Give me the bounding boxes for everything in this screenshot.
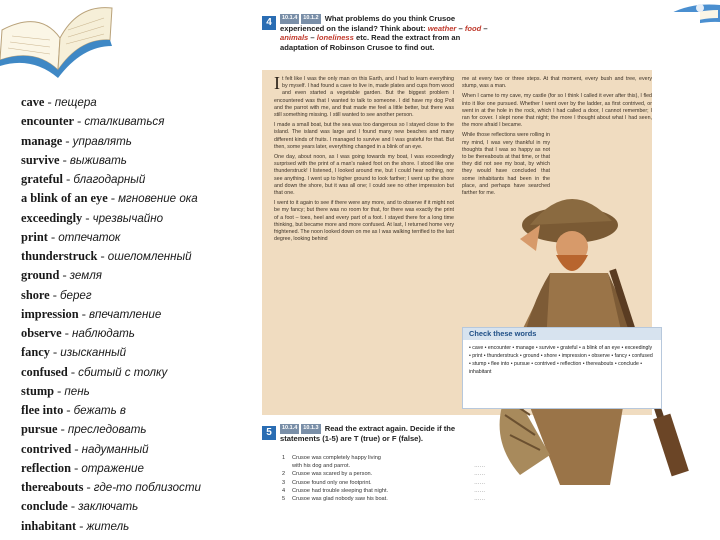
answer-blank[interactable]: …… [474, 471, 486, 478]
drop-cap: I [274, 73, 280, 93]
vocab-row [21, 286, 253, 305]
vocab-dash: - [97, 249, 108, 263]
statement-number: 1 [282, 455, 286, 461]
extract-paragraph: When I came to my cave, my castle (for so I think I called it ever after this), I fled into it like one pursued. Whether I went over by the ladder, as first contrived, or went in at the hole in the rock, which I had called a door, I cannot remember; I ran for cover. I slept none that night; the more I thought about what I had seen, the more afraid I became. [462, 93, 652, 129]
vocab-row [21, 401, 253, 420]
vocab-english: shore [21, 287, 50, 302]
check-box-title: Check these words [463, 328, 661, 340]
vocab-row [21, 517, 253, 536]
vocab-russian: впечатление [88, 307, 162, 321]
statement-number: 2 [282, 471, 286, 478]
extract-paragraph: me at every two or three steps. At that moment, every bush and tree, every stump, was a man. [462, 76, 652, 90]
vocab-russian: выживать [69, 153, 127, 167]
vocab-russian: пещера [54, 96, 97, 109]
extract-paragraph: One day, about noon, as I was going towards my boat, I was exceedingly surprised with the print of a man's naked foot on the shore. I stood like one thunderstruck! I listened, I looked around me, but I could hear nothing, nor see anything. I went up to higher ground to look farther; I went up the shore and down the shore, but it was all one; I could see no other impression but that one. [274, 154, 454, 197]
vocab-english: thereabouts [21, 480, 84, 494]
vocab-dash: - [83, 480, 94, 494]
vocab-row [21, 170, 253, 189]
vocab-russian: изысканный [60, 346, 127, 360]
exercise-5-number: 5 [262, 426, 276, 440]
vocab-row [21, 459, 253, 478]
statement-number: 3 [282, 479, 286, 486]
keyword-food: food [464, 23, 482, 33]
vocab-dash: - [110, 191, 119, 206]
vocab-russian: заключать [78, 500, 139, 514]
vocab-english: confused [21, 364, 68, 379]
vocab-russian: сбитый с толку [78, 365, 168, 379]
question-text: statements (1-5) are T (true) or F (false). [280, 433, 424, 443]
check-these-words-box [462, 327, 662, 409]
vocab-dash: - [61, 326, 72, 340]
vocab-english: manage [21, 133, 63, 148]
answer-blank[interactable]: …… [474, 496, 486, 503]
page-margin [700, 25, 720, 540]
vocab-dash: - [59, 152, 70, 167]
extract-paragraph: While those reflections were rolling in my mind, I was very thankful in my thoughts that I was so happy as not to be thereabouts at that time, or that they did not see my boat, by which they would have concluded that some inhabitants had been in the place, and perhaps have searched farther for me. [462, 132, 550, 197]
vocab-english: conclude [21, 499, 68, 514]
statement-text: Crusoe found only one footprint. [292, 479, 372, 486]
statement-row [282, 487, 502, 495]
vocab-dash: - [62, 268, 70, 283]
vocab-russian: бежать в [73, 404, 126, 417]
vocab-dash: - [74, 114, 85, 129]
statement-text: Crusoe had trouble sleeping that night. [292, 487, 389, 494]
vocab-row [21, 324, 253, 343]
vocab-english: thunderstruck [21, 249, 98, 263]
statement-row [282, 479, 502, 487]
extract-column-1 [274, 73, 454, 246]
vocab-row [21, 112, 253, 131]
keyword-weather: weather [427, 23, 457, 33]
vocab-russian: где-то поблизости [93, 481, 201, 494]
vocab-english: inhabitant [21, 518, 77, 533]
vocabulary-list [21, 93, 253, 536]
keyword-loneliness: loneliness [316, 33, 354, 43]
vocab-row [21, 93, 253, 112]
vocab-russian: управлять [72, 134, 132, 148]
true-false-statements [282, 454, 502, 503]
statement-row [282, 454, 502, 470]
vocab-russian: пень [64, 384, 90, 398]
vocab-dash: - [71, 441, 82, 456]
vocab-row [21, 151, 253, 170]
exercise-4-question: What problems do you think Crusoe [324, 14, 456, 23]
vocab-russian: земля [69, 269, 102, 283]
vocab-dash: - [47, 229, 59, 244]
vocab-english: contrived [21, 441, 72, 456]
vocab-dash: - [76, 518, 87, 533]
skill-tag: 10.1.4 [280, 424, 299, 433]
vocab-russian: сталкиваться [84, 115, 165, 129]
skill-tag: 10.1.3 [301, 424, 320, 433]
keyword-animals: animals [280, 33, 309, 43]
extract-paragraph: I made a small boat, but the sea was too dangerous so I stayed close to the island. The island was large and I found many new beaches and many different kinds of fruits. I managed to survive and I was grateful for that. But then, some years later, everything changed in a blink of an eye. [274, 122, 454, 150]
vocab-russian: ошеломленный [107, 250, 192, 263]
answer-blank[interactable]: …… [474, 463, 486, 469]
vocab-english: grateful [21, 172, 63, 186]
vocab-row [21, 420, 253, 439]
vocab-dash: - [62, 133, 73, 148]
vocab-russian: отражение [81, 461, 144, 475]
vocab-row [21, 497, 253, 516]
vocab-russian: благодарный [73, 173, 146, 186]
vocab-row [21, 266, 253, 285]
vocab-dash: - [57, 422, 68, 437]
vocab-russian: надуманный [81, 442, 149, 456]
vocab-russian: чрезвычайно [92, 211, 164, 225]
open-book-illustration [0, 0, 115, 78]
statement-text: Crusoe was completely happy living [292, 455, 381, 461]
exercise-4-number: 4 [262, 16, 276, 30]
vocab-row [21, 382, 253, 401]
statement-row [282, 495, 502, 503]
vocab-russian: преследовать [67, 423, 147, 437]
vocab-english: survive [21, 152, 60, 167]
vocab-english: fancy [21, 345, 50, 360]
vocab-english: cave [21, 95, 45, 109]
vocab-english: ground [21, 268, 63, 283]
vocab-row [21, 343, 253, 362]
vocab-russian: наблюдать [71, 327, 135, 340]
vocab-english: stump [21, 383, 55, 398]
vocab-dash: - [67, 499, 79, 514]
vocab-row [21, 305, 253, 324]
statement-text: Crusoe was glad nobody saw his boat. [292, 496, 388, 503]
vocab-english: pursue [21, 422, 58, 437]
vocab-russian: мгновение ока [118, 192, 198, 206]
vocab-english: encounter [21, 114, 74, 129]
vocab-row [21, 132, 253, 151]
vocab-english: print [21, 229, 48, 244]
vocab-dash: - [62, 172, 74, 186]
vocab-row [21, 189, 253, 208]
robinson-crusoe-illustration [490, 155, 705, 495]
question-text: experienced on the island? Think about: [280, 23, 428, 33]
vocab-english: exceedingly [21, 210, 83, 225]
question-text: etc. Read the extract from an [353, 33, 461, 43]
vocab-russian: житель [86, 519, 130, 533]
vocab-dash: - [63, 403, 74, 417]
vocab-dash: - [71, 460, 82, 475]
exercise-4-header: 4 10.1.4 10.1.2 What problems do you think Crusoe experienced on the island? Think about: weather – food – animals – loneliness etc. Read the extract from an adaptation of Robinson Crusoe to find out. [262, 14, 702, 70]
skill-tag: 10.1.2 [301, 14, 320, 23]
statement-row [282, 470, 502, 478]
statement-number: 5 [282, 496, 286, 503]
vocab-dash: - [49, 345, 61, 360]
vocab-russian: берег [60, 288, 92, 302]
vocab-row [21, 440, 253, 459]
vocab-english: a blink of an eye [21, 191, 111, 206]
vocab-english: flee into [21, 403, 64, 417]
statement-text: with his dog and parrot. [292, 463, 351, 470]
skill-tag: 10.1.4 [280, 14, 299, 23]
check-box-words: • cave • encounter • manage • survive • grateful • a blink of an eye • exceedingly • print • thunderstruck • ground • shore • impression • observe • fancy • confused • stump • flee into • pursue • contrived • reflection • thereabouts • conclude • inhabitant [469, 345, 653, 375]
answer-blank[interactable]: …… [474, 487, 486, 494]
vocab-russian: отпечаток [58, 230, 121, 244]
vocab-row [21, 228, 253, 247]
exercise-5-header [262, 424, 512, 452]
vocab-row [21, 209, 253, 228]
vocab-english: reflection [21, 460, 71, 475]
vocab-dash: - [54, 383, 65, 398]
question-text: Read the extract again. Decide if the [324, 424, 456, 433]
vocab-english: impression [21, 306, 79, 321]
statement-text: Crusoe was scared by a person. [292, 471, 373, 478]
vocab-dash: - [67, 364, 79, 379]
statement-number: 4 [282, 487, 286, 494]
vocab-dash: - [82, 210, 93, 225]
extract-paragraph: I went to it again to see if there were any more, and to observe if it might not be my fancy; but there was no room for that, for there was exactly the print of a foot – toes, heel and every part of a foot. I stayed there for a long time thinking, but became more and more confused. At last, I returned home very frightened. The noon looked down on me as I was walking terrified to the last degree, looking behind [274, 200, 454, 243]
vocab-dash: - [44, 95, 55, 109]
extract-paragraph: t felt like I was the only man on this Earth, and I had to learn everything by myself. I had found a cave to live in, made plates and cups from wood and even started a vegetable garden. But the biggest problem I encountered was that I wanted to talk to someone. I did have my dog Poll and the parrot with me, and that made me feel a little better, but there was still something missing. I still wanted to see another person. [274, 76, 454, 119]
vocab-row [21, 363, 253, 382]
vocab-dash: - [78, 306, 89, 321]
question-text: adaptation of Robinson Crusoe to find out. [280, 42, 435, 52]
answer-blank[interactable]: …… [474, 479, 486, 486]
vocab-row [21, 478, 253, 497]
vocab-dash: - [49, 287, 61, 302]
vocab-row [21, 247, 253, 266]
vocab-english: observe [21, 326, 62, 340]
